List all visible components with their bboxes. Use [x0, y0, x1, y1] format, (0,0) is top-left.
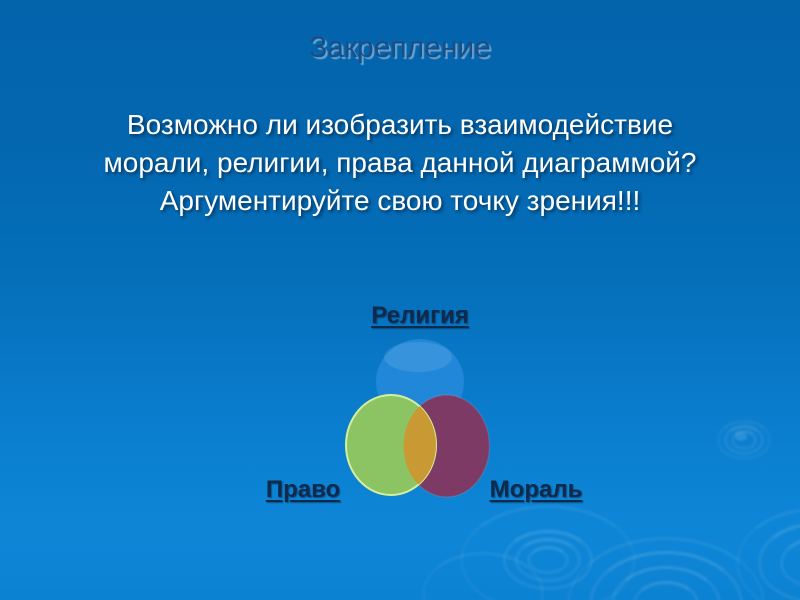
- law-label: Право: [265, 476, 341, 503]
- body-line-2: морали, религии, права данной диаграммой?: [103, 147, 697, 178]
- body-line-1: Возможно ли изобразить взаимодействие: [126, 109, 674, 140]
- slide-title: Закрепление: [309, 31, 491, 64]
- morality-label: Мораль: [489, 476, 583, 503]
- ripple-ring: [717, 420, 771, 460]
- ripple-ring: [736, 508, 800, 600]
- religion-circle-highlight: [384, 342, 452, 372]
- body-line-3: Аргументируйте свою точку зрения!!!: [159, 185, 641, 216]
- slide-body-text: [0, 106, 800, 220]
- religion-label: Религия: [371, 302, 469, 329]
